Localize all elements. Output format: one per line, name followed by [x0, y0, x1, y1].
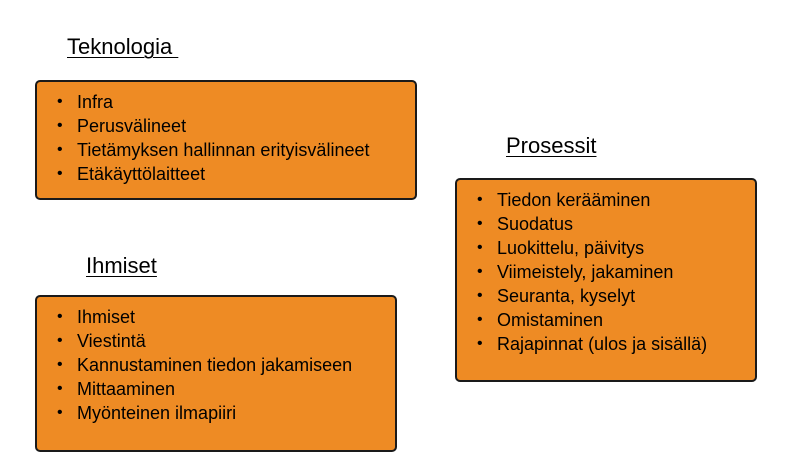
bullet-icon: • — [477, 287, 483, 304]
list-item-label: Tiedon kerääminen — [497, 190, 651, 210]
list-item-label: Myönteinen ilmapiiri — [77, 403, 237, 423]
bullet-icon: • — [57, 117, 63, 134]
list-item-label: Tietämyksen hallinnan erityisvälineet — [77, 140, 370, 160]
list-item-label: Rajapinnat (ulos ja sisällä) — [497, 334, 708, 354]
list-item — [57, 114, 405, 138]
list-item — [57, 305, 385, 329]
list-item-label: Mittaaminen — [77, 379, 176, 399]
list-item-label: Suodatus — [497, 214, 574, 234]
teknologia-box — [35, 80, 417, 200]
list-item-label: Infra — [77, 92, 114, 112]
list-item — [477, 284, 745, 308]
list-item — [57, 377, 385, 401]
list-item — [477, 332, 745, 356]
prosessit-box — [455, 178, 757, 382]
list-item-label: Viestintä — [77, 331, 146, 351]
list-item-label: Perusvälineet — [77, 116, 187, 136]
bullet-icon: • — [57, 308, 63, 325]
ihmiset-list — [57, 305, 385, 425]
list-item — [57, 138, 405, 162]
teknologia-heading: Teknologia — [67, 34, 179, 59]
list-item-label: Omistaminen — [497, 310, 604, 330]
bullet-icon: • — [57, 356, 63, 373]
bullet-icon: • — [477, 191, 483, 208]
list-item — [477, 188, 745, 212]
bullet-icon: • — [477, 239, 483, 256]
ihmiset-box — [35, 295, 397, 452]
list-item — [57, 162, 405, 186]
bullet-icon: • — [477, 263, 483, 280]
bullet-icon: • — [477, 215, 483, 232]
ihmiset-heading: Ihmiset — [86, 253, 157, 278]
bullet-icon: • — [57, 404, 63, 421]
list-item — [477, 260, 745, 284]
prosessit-list — [477, 188, 745, 356]
bullet-icon: • — [57, 141, 63, 158]
list-item-label: Kannustaminen tiedon jakamiseen — [77, 355, 353, 375]
bullet-icon: • — [477, 311, 483, 328]
bullet-icon: • — [57, 165, 63, 182]
list-item — [57, 329, 385, 353]
list-item-label: Viimeistely, jakaminen — [497, 262, 674, 282]
list-item-label: Etäkäyttölaitteet — [77, 164, 206, 184]
teknologia-list — [57, 90, 405, 186]
list-item — [477, 236, 745, 260]
list-item-label: Ihmiset — [77, 307, 136, 327]
bullet-icon: • — [477, 335, 483, 352]
list-item — [57, 90, 405, 114]
list-item-label: Luokittelu, päivitys — [497, 238, 645, 258]
list-item — [477, 212, 745, 236]
list-item — [477, 308, 745, 332]
list-item — [57, 401, 385, 425]
prosessit-heading: Prosessit — [506, 133, 597, 158]
list-item-label: Seuranta, kyselyt — [497, 286, 636, 306]
bullet-icon: • — [57, 332, 63, 349]
list-item — [57, 353, 385, 377]
bullet-icon: • — [57, 380, 63, 397]
bullet-icon: • — [57, 93, 63, 110]
